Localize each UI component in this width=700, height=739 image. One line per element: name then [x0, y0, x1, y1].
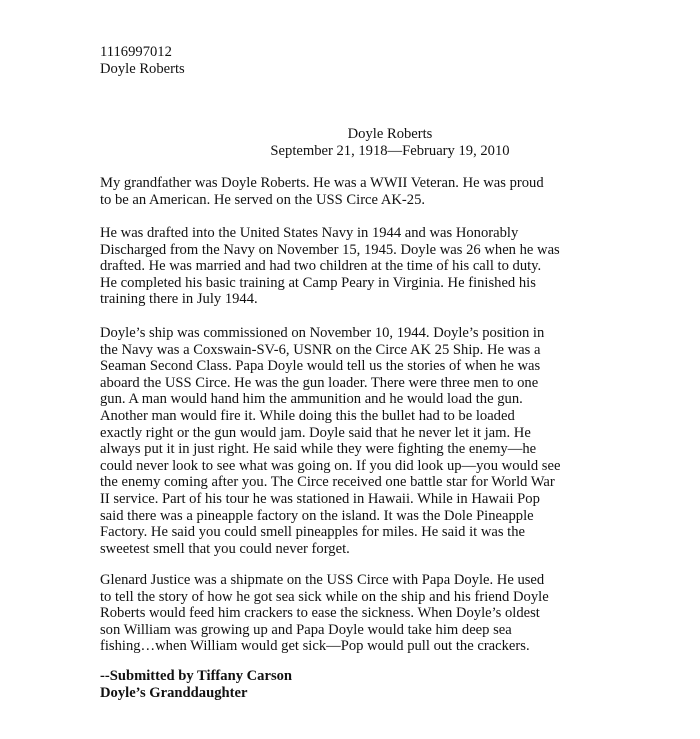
text-line: drafted. He was married and had two children at the time of his call to duty. — [100, 258, 542, 275]
text-line: aboard the USS Circe. He was the gun loader. There were three men to one — [100, 374, 539, 391]
text-line: II service. Part of his tour he was stationed in Hawaii. While in Hawaii Pop — [100, 490, 540, 507]
paragraph-1 — [100, 175, 544, 208]
text-line: gun. A man would hand him the ammunition and he would load the gun. — [100, 391, 523, 408]
text-line: training there in July 1944. — [100, 291, 258, 308]
text-line: fishing…when William would get sick—Pop would pull out the crackers. — [100, 638, 530, 655]
text-line: the Navy was a Coxswain-SV-6, USNR on the Circe AK 25 Ship. He was a — [100, 341, 541, 358]
document-header — [100, 44, 185, 77]
text-line: to be an American. He served on the USS Circe AK-25. — [100, 191, 426, 208]
text-line: Seaman Second Class. Papa Doyle would tell us the stories of when he was — [100, 358, 541, 375]
text-line: My grandfather was Doyle Roberts. He was a WWII Veteran. He was proud — [100, 175, 544, 191]
paragraph-4 — [100, 572, 549, 655]
signature-relation: Doyle’s Granddaughter — [100, 684, 248, 701]
text-line: Doyle’s ship was commissioned on November 10, 1944. Doyle’s position in — [100, 325, 545, 341]
text-line: could never look to see what was going on. If you did look up—you would see — [100, 457, 561, 474]
text-line: Discharged from the Navy on November 15, 1945. Doyle was 26 when he was — [100, 241, 560, 258]
document-title — [0, 126, 700, 159]
text-line: said there was a pineapple factory on the island. It was the Dole Pineapple — [100, 507, 534, 524]
text-line: always put it in just right. He said while they were fighting the enemy—he — [100, 441, 537, 458]
signature — [100, 668, 292, 701]
title-name: Doyle Roberts — [347, 126, 433, 142]
text-line: He completed his basic training at Camp Peary in Virginia. He finished his — [100, 274, 536, 291]
text-line: He was drafted into the United States Navy in 1944 and was Honorably — [100, 225, 519, 241]
text-line: Roberts would feed him crackers to ease the sickness. When Doyle’s oldest — [100, 605, 540, 622]
signature-submitted-by: --Submitted by Tiffany Carson — [100, 668, 293, 684]
text-line: Factory. He said you could smell pineapples for miles. He said it was the — [100, 524, 526, 541]
text-line: the enemy coming after you. The Circe received one battle star for World War — [100, 474, 555, 491]
paragraph-3 — [100, 325, 560, 557]
text-line: sweetest smell that you could never forget. — [100, 540, 350, 557]
paragraph-2 — [100, 225, 560, 308]
text-line: Another man would fire it. While doing this the bullet had to be loaded — [100, 407, 515, 424]
title-dates: September 21, 1918—February 19, 2010 — [270, 142, 510, 159]
id-number: 1116997012 — [100, 44, 172, 60]
text-line: to tell the story of how he got sea sick while on the ship and his friend Doyle — [100, 588, 549, 605]
header-name: Doyle Roberts — [100, 60, 185, 77]
text-line: exactly right or the gun would jam. Doyle said that he never let it jam. He — [100, 424, 531, 441]
text-line: Glenard Justice was a shipmate on the USS Circe with Papa Doyle. He used — [100, 572, 545, 588]
text-line: son William was growing up and Papa Doyle would take him deep sea — [100, 621, 512, 638]
